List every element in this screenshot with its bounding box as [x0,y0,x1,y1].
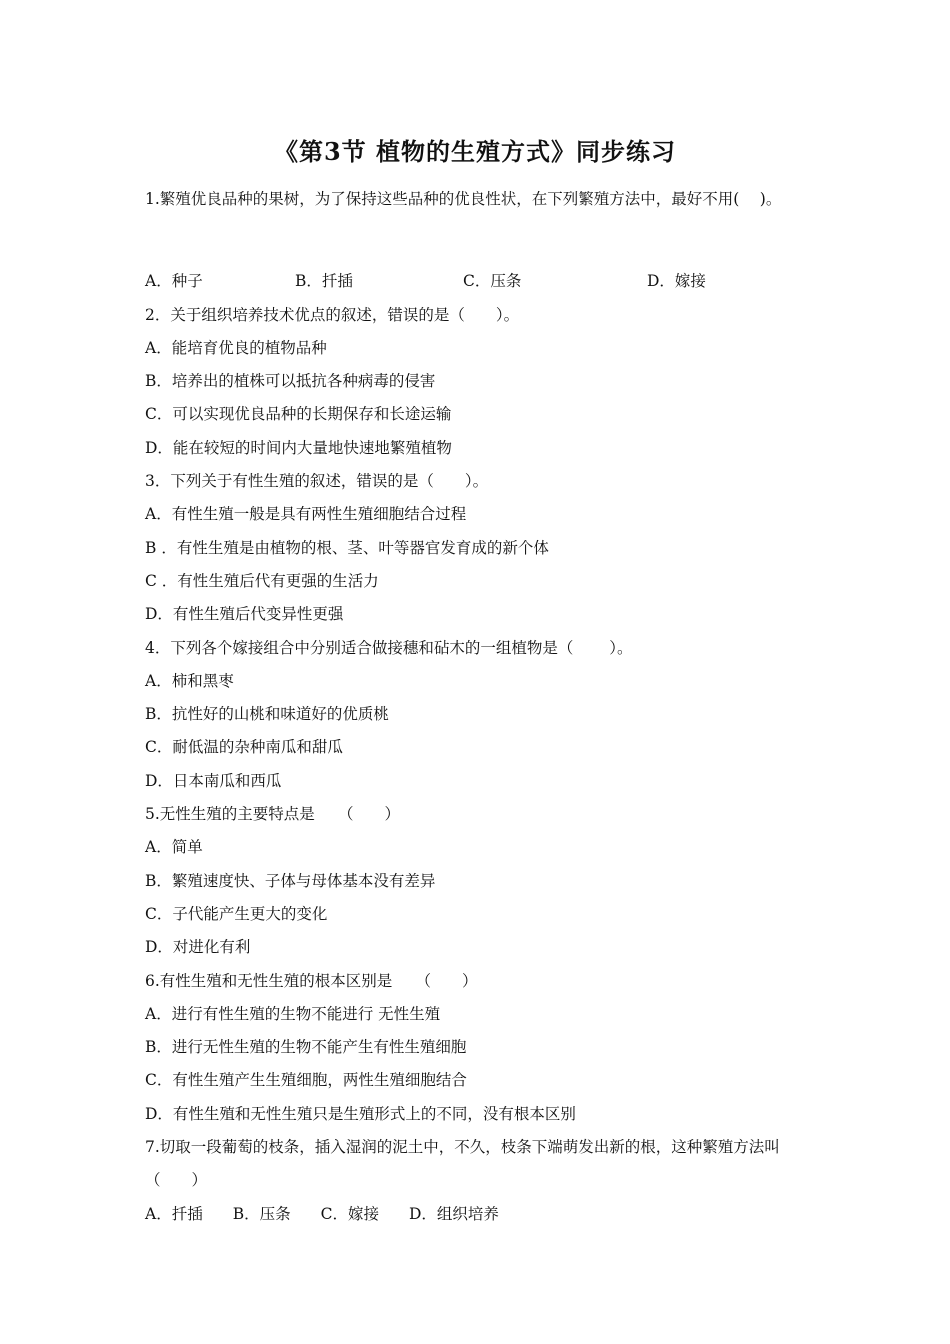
question-5-option-c: C．子代能产生更大的变化 [145,904,328,923]
question-2-option-b: B．培养出的植株可以抵抗各种病毒的侵害 [145,372,436,391]
question-7-stem-continued: （ ） [145,1171,208,1190]
question-1-stem: 1.繁殖优良品种的果树，为了保持这些品种的优良性状，在下列繁殖方法中，最好不用( )。 [145,190,782,208]
question-list [145,186,845,1234]
question-7-option-b: B．压条 [232,1204,291,1223]
question-1-option-b: B．扦插 [295,272,353,291]
question-2-option-c: C．可以实现优良品种的长期保存和长途运输 [145,405,452,424]
question-3-option-d: D．有性生殖后代变异性更强 [145,605,344,624]
question-3-stem: 3．下列关于有性生殖的叙述，错误的是（ ）。 [145,472,489,491]
question-5-option-b: B．繁殖速度快、子体与母体基本没有差异 [145,871,436,890]
question-6-option-d: D．有性生殖和无性生殖只是生殖形式上的不同，没有根本区别 [145,1104,576,1123]
question-6-option-a: A．进行有性生殖的生物不能进行 无性生殖 [145,1004,441,1023]
question-5-stem: 5.无性生殖的主要特点是 （ ） [145,805,401,824]
question-7-option-c: C．嫁接 [320,1204,379,1223]
question-4-stem: 4．下列各个嫁接组合中分别适合做接穗和砧木的一组植物是（ ）。 [145,638,633,657]
question-4-option-b: B．抗性好的山桃和味道好的优质桃 [145,705,389,724]
question-6-stem: 6.有性生殖和无性生殖的根本区别是 （ ） [145,971,478,990]
question-3-option-c: C ．有性生殖后代有更强的生活力 [145,571,379,590]
question-4-option-a: A．柿和黑枣 [145,671,234,690]
question-6-option-b: B．进行无性生殖的生物不能产生有性生殖细胞 [145,1038,467,1057]
question-4-option-c: C．耐低温的杂种南瓜和甜瓜 [145,738,343,757]
question-2-stem: 2．关于组织培养技术优点的叙述，错误的是（ ）。 [145,305,520,324]
question-7-option-a: A．扦插 [145,1204,203,1223]
question-2-option-a: A．能培育优良的植物品种 [145,338,327,357]
question-3-option-b: B ．有性生殖是由植物的根、茎、叶等器官发育成的新个体 [145,538,549,557]
question-3-option-a: A．有性生殖一般是具有两性生殖细胞结合过程 [145,505,467,524]
question-1-option-d: D．嫁接 [647,272,706,291]
question-5-option-d: D．对进化有利 [145,938,251,957]
question-7-options [145,1201,845,1234]
question-7-option-d: D．组织培养 [408,1204,499,1223]
question-1-option-c: C．压条 [463,272,522,291]
question-1-option-a: A．种子 [145,272,203,291]
page-title: 《第3节 植物的生殖方式》同步练习 [273,137,677,166]
question-5-option-a: A．简单 [145,838,203,857]
question-2-option-d: D．能在较短的时间内大量地快速地繁殖植物 [145,438,452,457]
question-1-gap [145,219,845,268]
question-1-options [145,268,845,301]
question-4-option-d: D．日本南瓜和西瓜 [145,771,282,790]
question-7-stem: 7.切取一段葡萄的枝条，插入湿润的泥土中，不久，枝条下端萌发出新的根，这种繁殖方法叫 [145,1138,780,1157]
question-6-option-c: C．有性生殖产生生殖细胞，两性生殖细胞结合 [145,1071,467,1090]
